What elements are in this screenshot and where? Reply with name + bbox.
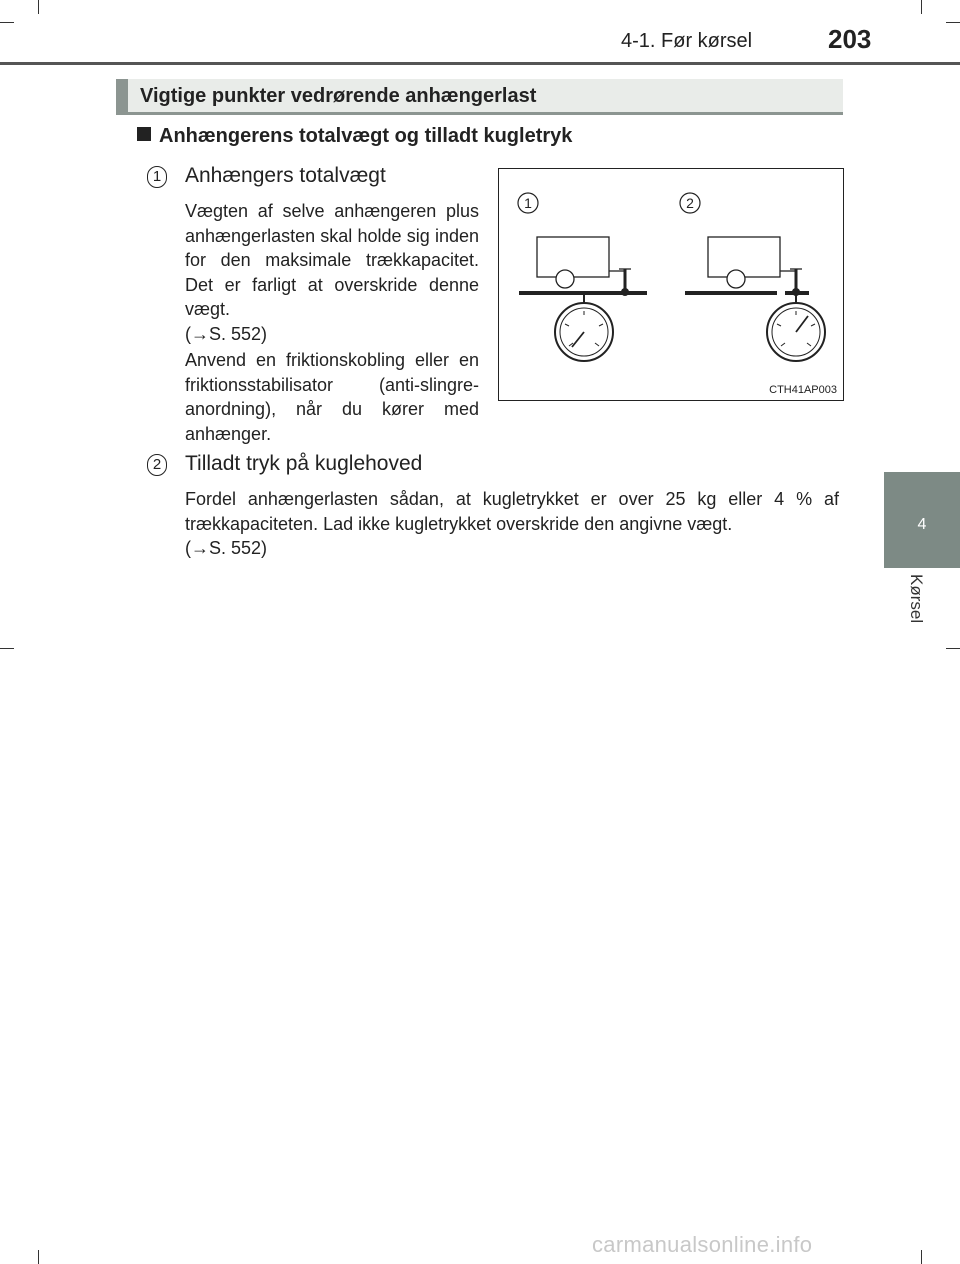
trailer-right (685, 237, 809, 303)
section-title-bar (116, 79, 843, 115)
crop-mark (38, 1250, 39, 1264)
trailer-scale-illustration (499, 169, 843, 400)
running-header-section: 4-1. Før kørsel (621, 30, 753, 52)
item-paragraph: Anvend en friktionskobling eller en friktionsstabilisator (anti-slingre-anordning), når du kører med anhænger. (185, 350, 479, 444)
square-bullet-icon (137, 127, 151, 141)
paragraph-text: Fordel anhængerlasten sådan, at kugletrykket er over 25 kg eller 4 % af trækkapaciteten. Lad ikke kugletrykket overskride den angivne vægt. (185, 489, 839, 534)
scale-gauge-right (767, 303, 825, 361)
item-paragraph (185, 487, 839, 561)
subheading (137, 125, 572, 148)
item-heading: Tilladt tryk på kuglehoved (185, 452, 423, 475)
item-heading: Anhængers totalvægt (185, 164, 386, 187)
chapter-number: 4 (917, 516, 927, 533)
subheading-text: Anhængerens totalvægt og tilladt kugletryk (159, 125, 573, 147)
header-rule (0, 62, 960, 65)
figure-code: CTH41AP003 (769, 384, 837, 396)
trailer-left (519, 237, 647, 303)
crop-mark (0, 648, 14, 649)
paragraph-text: Vægten af selve anhængeren plus anhængerlasten skal holde sig inden for den maksimale trækkapacitet. Det er farligt at overskride denne vægt. (185, 201, 479, 319)
callout-label-1: 1 (524, 195, 532, 211)
crop-mark (921, 1250, 922, 1264)
section-title: Vigtige punkter vedrørende anhængerlast (140, 85, 537, 107)
chapter-tab (884, 472, 960, 568)
scale-gauge-left (555, 303, 613, 361)
item-number-badge: 1 (147, 166, 167, 188)
crop-mark (0, 22, 14, 23)
page-number: 203 (828, 24, 872, 54)
item-paragraph (185, 199, 479, 346)
crop-mark (946, 22, 960, 23)
item-number-badge: 2 (147, 454, 167, 476)
page-reference: (→S. 552) (185, 538, 268, 558)
crop-mark (38, 0, 39, 14)
trailer-weight-figure (498, 168, 844, 401)
watermark: carmanualsonline.info (592, 1232, 813, 1257)
chapter-label: Kørsel (907, 574, 926, 624)
callout-label-2: 2 (686, 195, 694, 211)
crop-mark (946, 648, 960, 649)
page-reference: (→S. 552) (185, 323, 268, 344)
crop-mark (921, 0, 922, 14)
